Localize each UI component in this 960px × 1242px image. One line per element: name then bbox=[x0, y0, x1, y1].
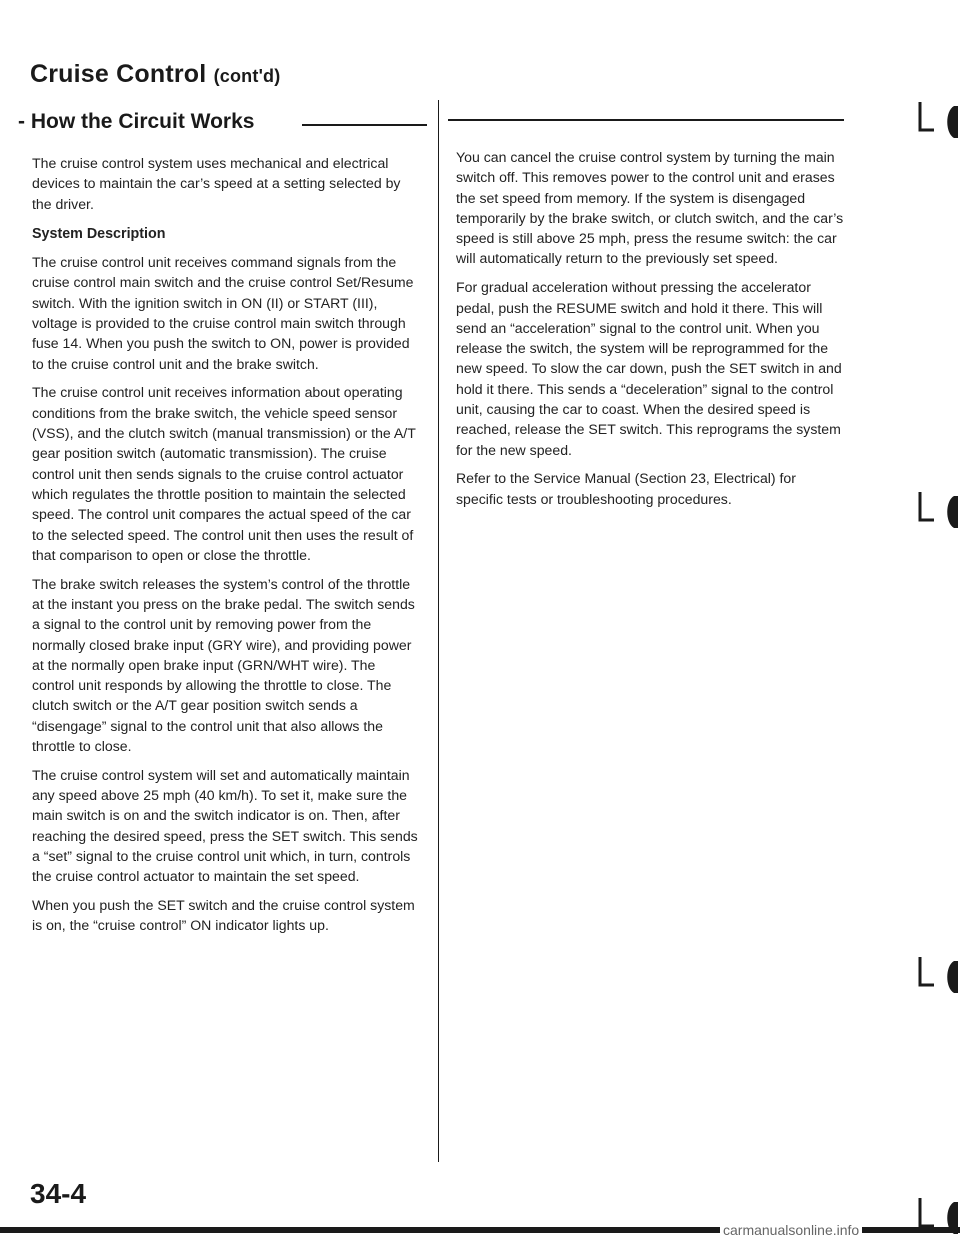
body-paragraph: You can cancel the cruise control system by turning the main switch off. This removes power to the control unit and erases the set speed from memory. If the system is disengaged temporarily by the brake switch, or clutch switch, and the car’s speed is still above 25 mph, press the resume switch: the car will automatically return to the previously set speed. bbox=[456, 149, 844, 267]
heading-rule-left bbox=[302, 124, 427, 126]
body-paragraph: When you push the SET switch and the cruise control system is on, the “cruise control” ON indicator lights up. bbox=[32, 897, 415, 934]
body-paragraph: The cruise control unit receives command signals from the cruise control main switch and the cruise control Set/Resume switch. With the ignition switch in ON (II) or START (III), voltage is provided to the cruise control main switch through fuse 14. When you push the switch to ON, power is provided to the cruise control unit and the brake switch. bbox=[32, 254, 414, 372]
left-column bbox=[32, 153, 420, 944]
body-paragraph: The cruise control unit receives information about operating conditions from the brake switch, the vehicle speed sensor (VSS), and the clutch switch (manual transmission) or the A/T gear position switch (automatic transmission). The cruise control unit then sends signals to the cruise control actuator which regulates the throttle position to maintain the selected speed. The control unit compares the actual speed of the car to the selected speed. The control unit then uses the result of that comparison to open or close the throttle. bbox=[32, 384, 416, 563]
binding-tab-mark-icon bbox=[918, 100, 958, 140]
binding-tab-mark-icon bbox=[918, 490, 958, 530]
body-paragraph: For gradual acceleration without pressing the accelerator pedal, push the RESUME switch and hold it there. This will send an “acceleration” signal to the control unit. When you release the switch, the system will be reprogrammed for the new speed. To slow the car down, push the SET switch in and hold it there. This sends a “deceleration” signal to the control unit, causing the car to coast. When the desired speed is reached, release the SET switch. This reprograms the system for the new speed. bbox=[456, 279, 842, 458]
page-number: 34-4 bbox=[30, 1178, 87, 1209]
column-divider bbox=[438, 100, 439, 1162]
page-title bbox=[30, 60, 280, 89]
watermark: carmanualsonline.info bbox=[720, 1222, 862, 1238]
system-description-heading: System Description bbox=[32, 225, 166, 242]
section-heading: - How the Circuit Works bbox=[18, 110, 255, 133]
body-paragraph: Refer to the Service Manual (Section 23, Electrical) for specific tests or troubleshooting procedures. bbox=[456, 470, 796, 507]
body-paragraph: The cruise control system will set and automatically maintain any speed above 25 mph (40 km/h). To set it, make sure the main switch is on and the switch indicator is on. Then, after reaching the desired speed, press the SET switch. This sends a “set” signal to the cruise control unit which, in turn, controls the cruise control actuator to maintain the set speed. bbox=[32, 766, 418, 885]
body-paragraph: The brake switch releases the system’s control of the throttle at the instant you press on the brake pedal. The switch sends a signal to the control unit by removing power from the normally closed brake input (GRY wire), and providing power at the normally open brake input (GRN/WHT wire). The control unit responds by allowing the throttle to close. The clutch switch or the A/T gear position switch sends a “disengage” signal to the control unit that also allows the throttle to close. bbox=[32, 575, 415, 755]
title-suffix: (cont'd) bbox=[213, 66, 281, 86]
title-text: Cruise Control bbox=[30, 60, 207, 88]
right-column bbox=[456, 147, 846, 518]
heading-rule-right bbox=[448, 119, 844, 121]
intro-paragraph: The cruise control system uses mechanical and electrical devices to maintain the car’s speed at a setting selected by the driver. bbox=[32, 155, 401, 212]
binding-tab-mark-icon bbox=[918, 955, 958, 995]
